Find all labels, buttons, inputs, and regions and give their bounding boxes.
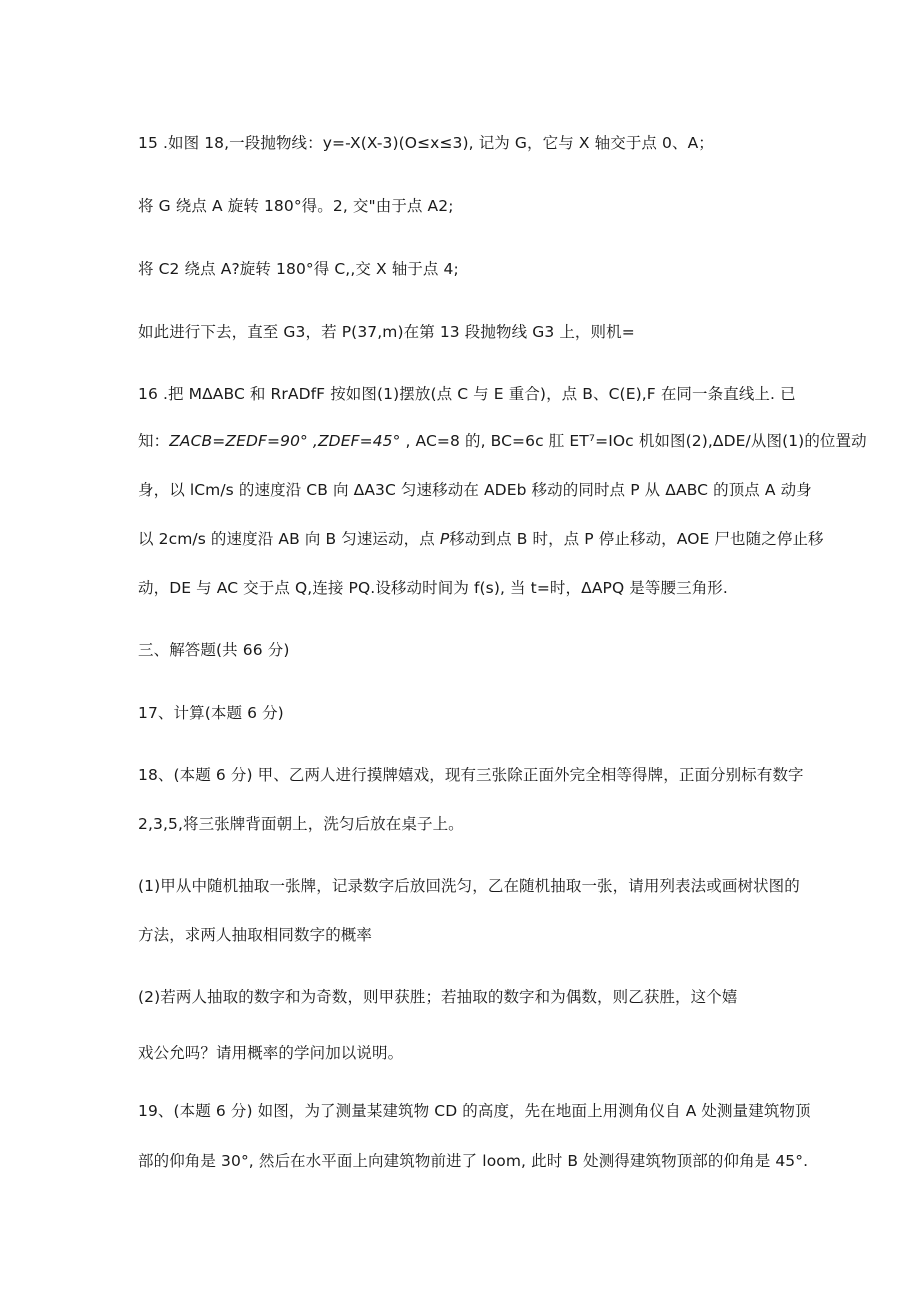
q18-line-1: 18、(本题 6 分) 甲、乙两人进行摸牌嬉戏，现有三张除正面外完全相等得牌，正面分别标有数字 [138,766,804,784]
q16-line-5: 动，DE 与 AC 交于点 Q,连接 PQ.设移动时间为 f(s), 当 t=时，ΔAPQ 是等腰三角形. [138,579,728,597]
q16-line-3: 身，以 lCm/s 的速度沿 CB 向 ΔA3C 匀速移动在 ADEb 移动的同时点 P 从 ΔABC 的顶点 A 动身 [138,481,812,499]
q16-line-4-post: 移动到点 B 时，点 P 停止移动，AOE 尸也随之停止移 [449,530,824,548]
q15-line-3: 将 C2 绕点 A?旋转 180°得 C,,交 X 轴于点 4; [138,260,459,278]
q16-angle-formula: ZACB=ZEDF=90° ,ZDEF=45° [169,432,406,450]
q16-line-4 [138,528,824,550]
q18-part2-line-2: 戏公允吗？请用概率的学问加以说明。 [138,1044,404,1062]
q16-line-2-post: , AC=8 的, BC=6c 肛 ET⁷=IOc 机如图(2),ΔDE/从图(1)的位置动 [405,432,867,450]
q16-point-p: P [439,530,450,548]
q15-line-1: 15 .如图 18,一段抛物线：y=-X(X-3)(O≤x≤3), 记为 G，它与 X 轴交于点 0、A； [138,134,714,152]
q19-line-2: 部的仰角是 30°, 然后在水平面上向建筑物前进了 loom, 此时 B 处测得建筑物顶部的仰角是 45°. [138,1152,809,1170]
q15-line-4: 如此进行下去，直至 G3，若 P(37,m)在第 13 段抛物线 G3 上，则机= [138,323,635,341]
q19-line-1: 19、(本题 6 分) 如图，为了测量某建筑物 CD 的高度，先在地面上用测角仪自 A 处测量建筑物顶 [138,1102,811,1120]
q16-line-4-pre: 以 2cm/s 的速度沿 AB 向 B 匀速运动，点 [138,530,440,548]
q17-line: 17、计算(本题 6 分) [138,704,284,722]
section-3-heading: 三、解答题(共 66 分) [138,641,290,659]
q18-part2-line-1: (2)若两人抽取的数字和为奇数，则甲获胜；若抽取的数字和为偶数，则乙获胜，这个嬉 [138,988,738,1006]
q18-line-2: 2,3,5,将三张牌背面朝上，洗匀后放在桌子上。 [138,815,464,833]
q16-line-1: 16 .把 MΔABC 和 RrADfF 按如图(1)摆放(点 C 与 E 重合)，点 B、C(E),F 在同一条直线上. 已 [138,385,796,403]
q18-part1-line-2: 方法，求两人抽取相同数字的概率 [138,926,373,944]
q15-line-2: 将 G 绕点 A 旋转 180°得。2, 交"由于点 A2; [138,197,454,215]
q16-line-2-pre: 知： [138,432,170,450]
q16-line-2 [138,430,867,452]
q18-part1-line-1: (1)甲从中随机抽取一张牌，记录数字后放回洗匀，乙在随机抽取一张，请用列表法或画树状图的 [138,877,800,895]
